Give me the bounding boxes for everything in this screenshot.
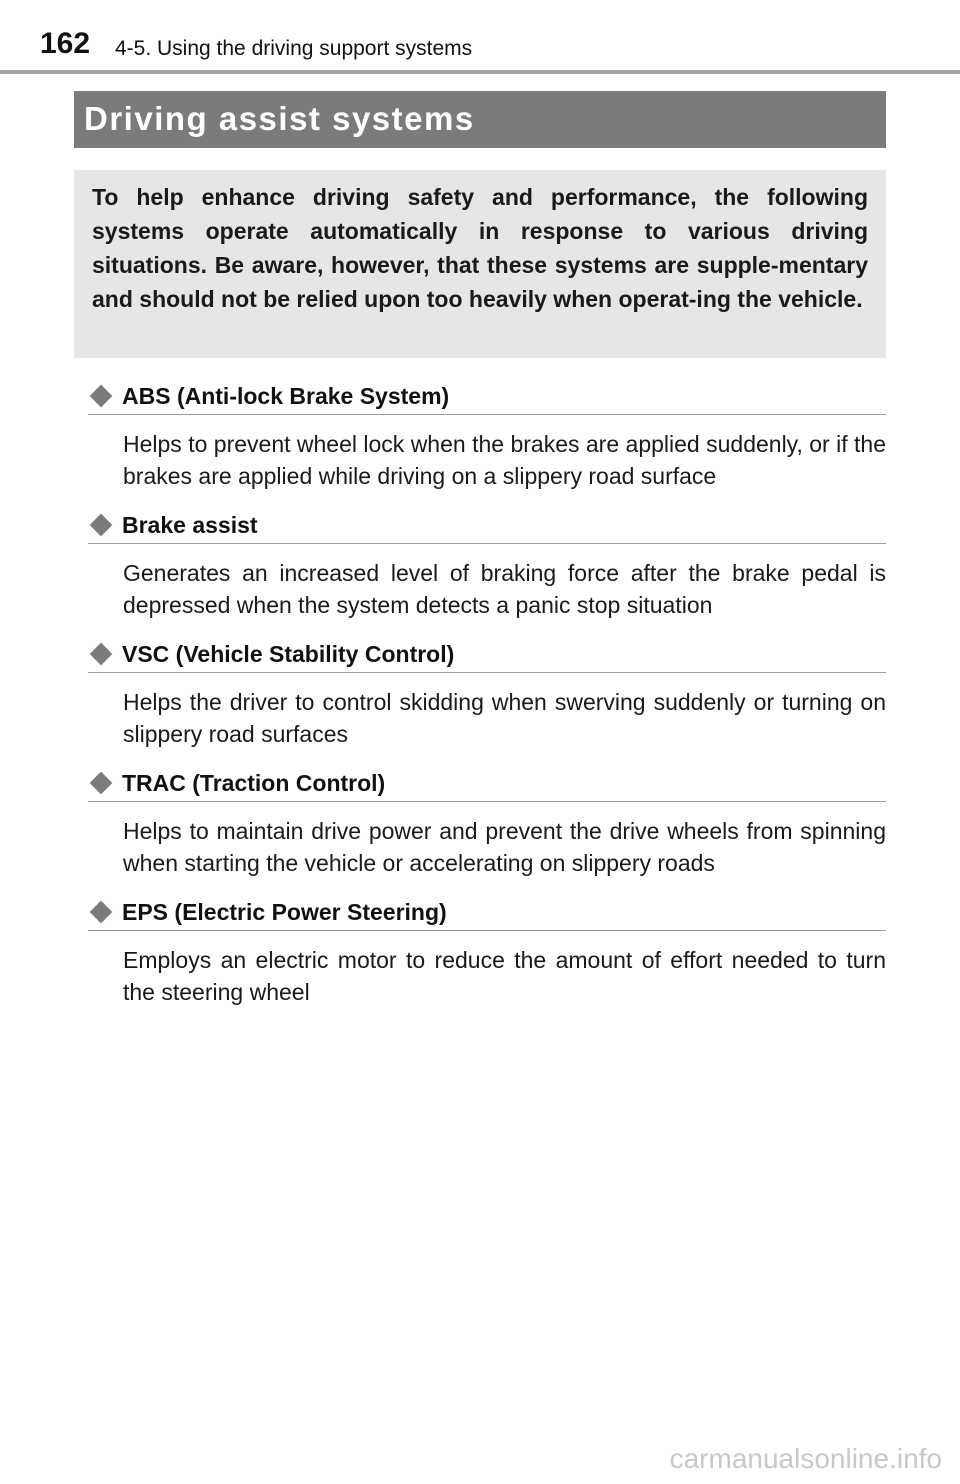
item-description: Helps the driver to control skidding when swerving suddenly or turning on slippery road surfaces	[123, 689, 886, 747]
diamond-bullet-icon	[90, 643, 113, 666]
item-title: TRAC (Traction Control)	[122, 770, 386, 796]
chapter-title: 4-5. Using the driving support systems	[115, 37, 473, 60]
item-title: EPS (Electric Power Steering)	[122, 899, 447, 925]
list-item	[88, 765, 886, 894]
item-description: Generates an increased level of braking force after the brake pedal is depressed when the system detects a panic stop situation	[123, 560, 886, 618]
list-item	[88, 507, 886, 636]
item-heading	[88, 894, 886, 931]
item-title: VSC (Vehicle Stability Control)	[122, 641, 455, 667]
intro-text: To help enhance driving safety and performance, the following systems operate automatically in response to various driving situations. Be aware, however, that these systems are supple-mentary and should not be relied upon too heavily when operat-ing the vehicle.	[92, 184, 868, 312]
list-item	[88, 636, 886, 765]
watermark: carmanualsonline.info	[669, 1443, 942, 1474]
item-description: Employs an electric motor to reduce the amount of effort needed to turn the steering wheel	[123, 947, 886, 1005]
item-heading	[88, 765, 886, 802]
section-banner	[74, 91, 886, 148]
header-divider	[0, 70, 960, 74]
item-description: Helps to prevent wheel lock when the brakes are applied suddenly, or if the brakes are applied while driving on a slippery road surface	[123, 431, 886, 489]
item-heading	[88, 507, 886, 544]
item-heading	[88, 378, 886, 415]
list-item	[88, 894, 886, 1023]
list-item	[88, 378, 886, 507]
item-title: ABS (Anti-lock Brake System)	[122, 383, 450, 409]
page-number: 162	[40, 27, 91, 60]
item-heading	[88, 636, 886, 673]
system-list	[88, 378, 886, 1023]
page-header	[0, 0, 960, 76]
intro-box	[74, 170, 886, 358]
item-title: Brake assist	[122, 512, 258, 538]
section-title: Driving assist systems	[84, 100, 475, 137]
diamond-bullet-icon	[90, 514, 113, 537]
diamond-bullet-icon	[90, 385, 113, 408]
diamond-bullet-icon	[90, 772, 113, 795]
diamond-bullet-icon	[90, 901, 113, 924]
item-description: Helps to maintain drive power and prevent the drive wheels from spinning when starting the vehicle or accelerating on slippery roads	[123, 818, 886, 876]
